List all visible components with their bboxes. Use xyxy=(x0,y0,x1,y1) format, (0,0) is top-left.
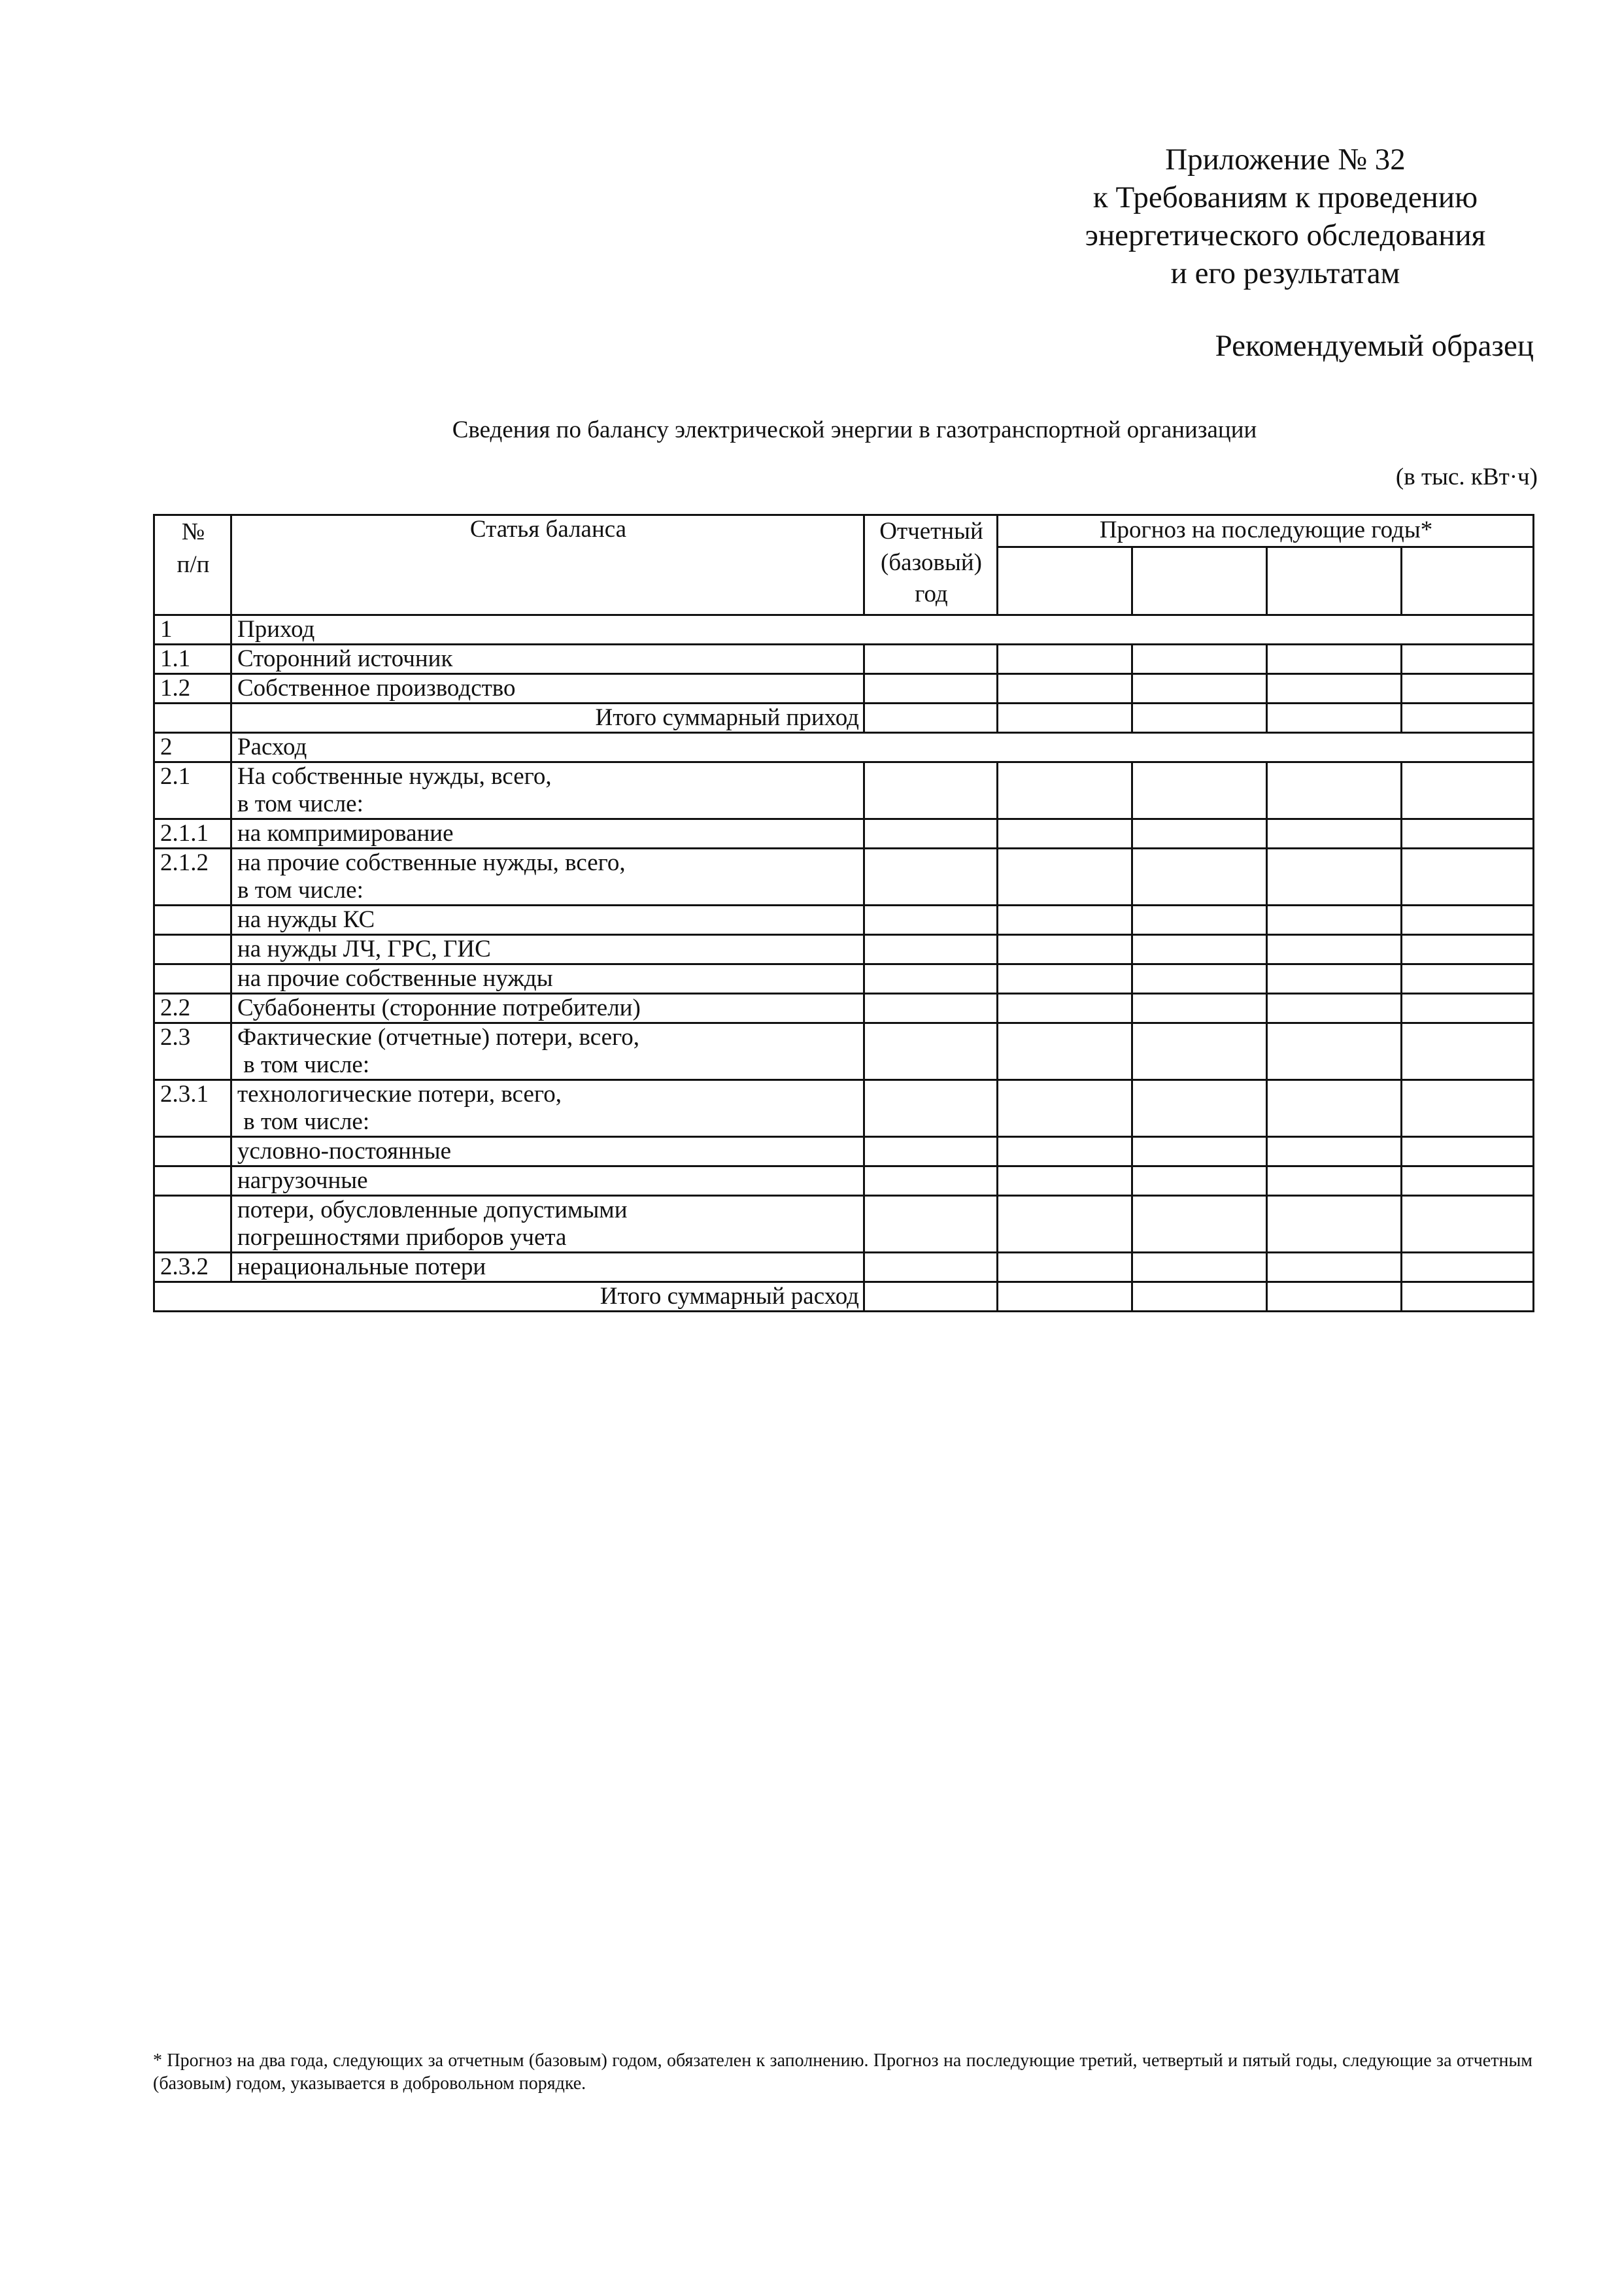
value-cell[interactable] xyxy=(1402,1282,1534,1312)
table-row xyxy=(154,1137,1534,1166)
value-cell[interactable] xyxy=(1132,1282,1267,1312)
table-row xyxy=(154,762,1534,819)
row-item-line: в том числе: xyxy=(237,1051,370,1078)
forecast-year-cell xyxy=(1132,547,1267,615)
value-cell[interactable] xyxy=(1402,964,1534,994)
appendix-ref-line: и его результатам xyxy=(1170,256,1400,290)
value-cell[interactable] xyxy=(1132,935,1267,964)
value-cell[interactable] xyxy=(864,849,998,906)
value-cell[interactable] xyxy=(1402,849,1534,906)
row-item: на компримирование xyxy=(231,819,864,849)
col-header-number-line: п/п xyxy=(177,551,210,578)
value-cell[interactable] xyxy=(1132,1023,1267,1080)
value-cell[interactable] xyxy=(998,994,1132,1023)
value-cell[interactable] xyxy=(998,645,1132,674)
value-cell[interactable] xyxy=(1267,1137,1402,1166)
col-header-base-line: Отчетный xyxy=(879,518,983,545)
appendix-header xyxy=(1037,141,1534,292)
value-cell[interactable] xyxy=(1132,762,1267,819)
appendix-number: Приложение № 32 xyxy=(1165,143,1406,177)
table-row-total-expense xyxy=(154,1282,1534,1312)
row-number: 2.1 xyxy=(154,762,231,819)
row-item-line: в том числе: xyxy=(237,790,364,817)
value-cell[interactable] xyxy=(864,1080,998,1137)
value-cell[interactable] xyxy=(1267,964,1402,994)
value-cell[interactable] xyxy=(1267,674,1402,704)
value-cell[interactable] xyxy=(1402,1080,1534,1137)
row-item-line: погрешностями приборов учета xyxy=(237,1224,567,1251)
value-cell[interactable] xyxy=(1402,1137,1534,1166)
row-number xyxy=(154,1196,231,1253)
value-cell[interactable] xyxy=(1402,1253,1534,1282)
row-number: 2.1.1 xyxy=(154,819,231,849)
value-cell[interactable] xyxy=(1132,1196,1267,1253)
value-cell[interactable] xyxy=(1267,994,1402,1023)
row-number: 2 xyxy=(154,733,231,762)
row-item: нагрузочные xyxy=(231,1166,864,1196)
row-number: 2.3.2 xyxy=(154,1253,231,1282)
row-item-line: технологические потери, всего, xyxy=(237,1081,562,1108)
row-item-line: в том числе: xyxy=(237,1108,370,1135)
table-row-total-income xyxy=(154,704,1534,733)
value-cell[interactable] xyxy=(1132,849,1267,906)
row-item: нерациональные потери xyxy=(231,1253,864,1282)
col-header-item: Статья баланса xyxy=(231,515,864,615)
value-cell[interactable] xyxy=(1132,704,1267,733)
forecast-year-cell xyxy=(1402,547,1534,615)
recommended-sample-label: Рекомендуемый образец xyxy=(1215,329,1534,363)
value-cell[interactable] xyxy=(1402,704,1534,733)
value-cell[interactable] xyxy=(864,762,998,819)
value-cell[interactable] xyxy=(998,964,1132,994)
document-title: Сведения по балансу электрической энергии в газотранспортной организации xyxy=(452,416,1257,443)
value-cell[interactable] xyxy=(1132,906,1267,935)
row-number: 2.2 xyxy=(154,994,231,1023)
value-cell[interactable] xyxy=(1267,1196,1402,1253)
row-number: 2.3.1 xyxy=(154,1080,231,1137)
value-cell[interactable] xyxy=(864,906,998,935)
table-row xyxy=(154,645,1534,674)
row-number xyxy=(154,906,231,935)
appendix-ref-line: к Требованиям к проведению xyxy=(1092,180,1478,214)
row-item-line: на прочие собственные нужды, всего, xyxy=(237,849,626,876)
table-row xyxy=(154,906,1534,935)
row-number xyxy=(154,1166,231,1196)
table-row xyxy=(154,994,1534,1023)
table-row xyxy=(154,1253,1534,1282)
row-number: 1.2 xyxy=(154,674,231,704)
row-number xyxy=(154,964,231,994)
value-cell[interactable] xyxy=(1132,1137,1267,1166)
value-cell[interactable] xyxy=(864,1196,998,1253)
value-cell[interactable] xyxy=(864,819,998,849)
value-cell[interactable] xyxy=(1267,1080,1402,1137)
value-cell[interactable] xyxy=(1132,1253,1267,1282)
value-cell[interactable] xyxy=(1402,906,1534,935)
col-header-number xyxy=(154,515,231,615)
table-row xyxy=(154,935,1534,964)
value-cell[interactable] xyxy=(864,704,998,733)
forecast-year-cell xyxy=(1267,547,1402,615)
value-cell[interactable] xyxy=(998,1196,1132,1253)
value-cell[interactable] xyxy=(864,1023,998,1080)
value-cell[interactable] xyxy=(864,1166,998,1196)
value-cell[interactable] xyxy=(1402,1166,1534,1196)
col-header-base-line: год xyxy=(915,581,948,607)
value-cell[interactable] xyxy=(998,762,1132,819)
value-cell[interactable] xyxy=(864,645,998,674)
value-cell[interactable] xyxy=(1132,994,1267,1023)
row-item-line: потери, обусловленные допустимыми xyxy=(237,1197,628,1223)
row-number xyxy=(154,935,231,964)
row-number: 1.1 xyxy=(154,645,231,674)
table-row xyxy=(154,674,1534,704)
row-number xyxy=(154,704,231,733)
value-cell[interactable] xyxy=(1267,704,1402,733)
value-cell[interactable] xyxy=(998,674,1132,704)
value-cell[interactable] xyxy=(1267,1253,1402,1282)
value-cell[interactable] xyxy=(864,935,998,964)
col-header-forecast: Прогноз на последующие годы* xyxy=(998,515,1534,547)
value-cell[interactable] xyxy=(1267,935,1402,964)
row-item: на нужды КС xyxy=(231,906,864,935)
value-cell[interactable] xyxy=(1132,964,1267,994)
row-item: на прочие собственные нужды xyxy=(231,964,864,994)
row-number xyxy=(154,1137,231,1166)
value-cell[interactable] xyxy=(998,1166,1132,1196)
value-cell[interactable] xyxy=(1132,645,1267,674)
value-cell[interactable] xyxy=(1402,762,1534,819)
table-row xyxy=(154,1080,1534,1137)
value-cell[interactable] xyxy=(1132,674,1267,704)
footnote: * Прогноз на два года, следующих за отчетным (базовым) годом, обязателен к заполнению. Прогноз на последующие третий, четвертый и пятый годы, следующие за отчетным (базовым) годом, указывается в добровольном порядке. xyxy=(153,2050,1532,2094)
col-header-base-line: (базовый) xyxy=(881,549,982,576)
row-item xyxy=(231,1196,864,1253)
value-cell[interactable] xyxy=(1402,935,1534,964)
table-row xyxy=(154,615,1534,645)
value-cell[interactable] xyxy=(1402,674,1534,704)
row-item: на нужды ЛЧ, ГРС, ГИС xyxy=(231,935,864,964)
value-cell[interactable] xyxy=(998,849,1132,906)
value-cell[interactable] xyxy=(1267,906,1402,935)
appendix-ref-line: энергетического обследования xyxy=(1085,218,1486,252)
table-row xyxy=(154,1196,1534,1253)
value-cell[interactable] xyxy=(1402,645,1534,674)
table-row xyxy=(154,1166,1534,1196)
value-cell[interactable] xyxy=(998,906,1132,935)
value-cell[interactable] xyxy=(864,964,998,994)
value-cell[interactable] xyxy=(864,1253,998,1282)
row-item-line: На собственные нужды, всего, xyxy=(237,763,552,790)
row-item: Субабоненты (сторонние потребители) xyxy=(231,994,864,1023)
row-number: 1 xyxy=(154,615,231,645)
row-item: условно-постоянные xyxy=(231,1137,864,1166)
value-cell[interactable] xyxy=(998,1137,1132,1166)
value-cell[interactable] xyxy=(998,1282,1132,1312)
table-row xyxy=(154,849,1534,906)
row-item: Расход xyxy=(231,733,1534,762)
value-cell[interactable] xyxy=(864,674,998,704)
value-cell[interactable] xyxy=(1402,994,1534,1023)
value-cell[interactable] xyxy=(1267,1282,1402,1312)
value-cell[interactable] xyxy=(998,819,1132,849)
value-cell[interactable] xyxy=(1132,1080,1267,1137)
value-cell[interactable] xyxy=(864,1137,998,1166)
value-cell[interactable] xyxy=(1402,1196,1534,1253)
balance-table xyxy=(153,514,1534,1312)
table-row xyxy=(154,733,1534,762)
table-row xyxy=(154,964,1534,994)
value-cell[interactable] xyxy=(998,704,1132,733)
value-cell[interactable] xyxy=(1132,1166,1267,1196)
row-number: 2.1.2 xyxy=(154,849,231,906)
value-cell[interactable] xyxy=(864,994,998,1023)
row-item: Собственное производство xyxy=(231,674,864,704)
col-header-number-line: № xyxy=(181,518,205,545)
value-cell[interactable] xyxy=(1267,762,1402,819)
table-row xyxy=(154,1023,1534,1080)
value-cell[interactable] xyxy=(1132,819,1267,849)
value-cell[interactable] xyxy=(998,935,1132,964)
table-row xyxy=(154,819,1534,849)
value-cell[interactable] xyxy=(1267,849,1402,906)
value-cell[interactable] xyxy=(1402,819,1534,849)
value-cell[interactable] xyxy=(864,1282,998,1312)
col-header-base-year xyxy=(864,515,998,615)
row-item: Итого суммарный расход xyxy=(154,1282,864,1312)
row-item xyxy=(231,849,864,906)
value-cell[interactable] xyxy=(1267,645,1402,674)
row-item-line: в том числе: xyxy=(237,877,364,904)
row-number: 2.3 xyxy=(154,1023,231,1080)
value-cell[interactable] xyxy=(998,1023,1132,1080)
row-item: Итого суммарный приход xyxy=(231,704,864,733)
value-cell[interactable] xyxy=(1267,1023,1402,1080)
value-cell[interactable] xyxy=(1267,819,1402,849)
row-item: Сторонний источник xyxy=(231,645,864,674)
forecast-year-cell xyxy=(998,547,1132,615)
row-item xyxy=(231,1023,864,1080)
units-label: (в тыс. кВт·ч) xyxy=(1395,464,1538,490)
row-item xyxy=(231,762,864,819)
row-item: Приход xyxy=(231,615,1534,645)
value-cell[interactable] xyxy=(998,1080,1132,1137)
value-cell[interactable] xyxy=(998,1253,1132,1282)
row-item xyxy=(231,1080,864,1137)
value-cell[interactable] xyxy=(1402,1023,1534,1080)
row-item-line: Фактические (отчетные) потери, всего, xyxy=(237,1024,640,1051)
value-cell[interactable] xyxy=(1267,1166,1402,1196)
